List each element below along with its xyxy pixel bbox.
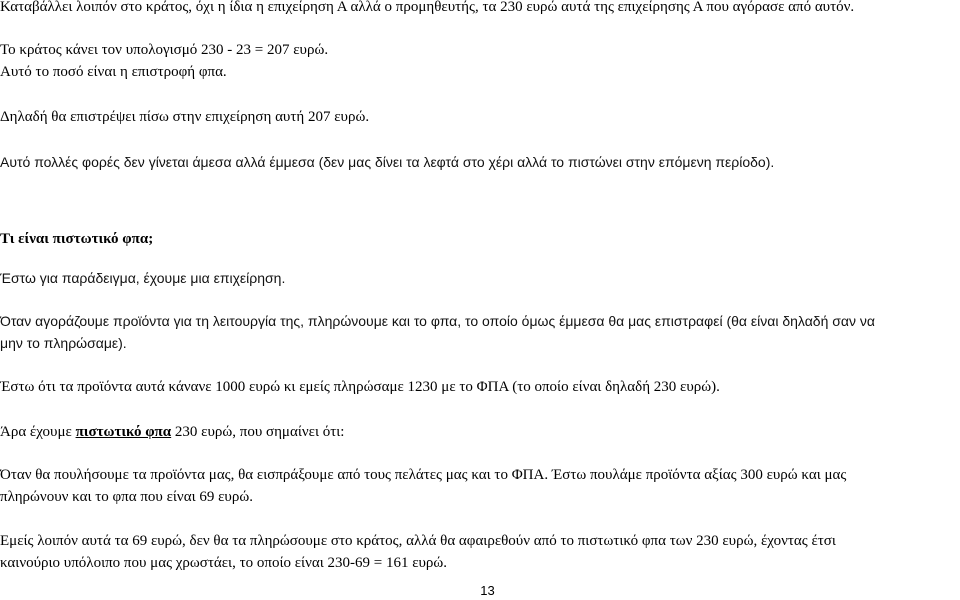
- paragraph-line: Αυτό πολλές φορές δεν γίνεται άμεσα αλλά έμμεσα (δεν μας δίνει τα λεφτά στο χέρι αλλά το πιστώνει στην επόμενη περίοδο).: [0, 154, 775, 170]
- paragraph-line: Το κράτος κάνει τον υπολογισμό 230 - 23 = 207 ευρώ.: [0, 42, 329, 58]
- paragraph-line: Όταν θα πουλήσουμε τα προϊόντα μας, θα εισπράξουμε από τους πελάτες μας και το ΦΠΑ. Έστω πουλάμε προϊόντα αξίας 300 ευρώ και μας: [0, 467, 847, 483]
- paragraph-line: Δηλαδή θα επιστρέψει πίσω στην επιχείρηση αυτή 207 ευρώ.: [0, 109, 370, 125]
- text-run: Άρα έχουμε: [0, 424, 76, 440]
- emphasized-term: πιστωτικό φπα: [75, 424, 172, 440]
- paragraph-line: καινούριο υπόλοιπο που μας χρωστάει, το οποίο είναι 230-69 = 161 ευρώ.: [0, 555, 448, 571]
- text-run: 230 ευρώ, που σημαίνει ότι:: [171, 424, 345, 440]
- paragraph-line: πληρώνουν και το φπα που είναι 69 ευρώ.: [0, 489, 253, 505]
- paragraph-line: Όταν αγοράζουμε προϊόντα για τη λειτουργία της, πληρώνουμε και το φπα, το οποίο όμως έμμεσα θα μας επιστραφεί (θα είναι δηλαδή σαν να: [0, 313, 875, 329]
- section-heading: Τι είναι πιστωτικό φπα;: [0, 231, 154, 247]
- paragraph-line: Έστω για παράδειγμα, έχουμε μια επιχείρηση.: [0, 270, 286, 286]
- page-number: 13: [480, 583, 495, 598]
- paragraph-line: Έστω ότι τα προϊόντα αυτά κάνανε 1000 ευρώ κι εμείς πληρώσαμε 1230 με το ΦΠΑ (το οποίο είναι δηλαδή 230 ευρώ).: [0, 379, 720, 395]
- paragraph-line: μην το πληρώσαμε).: [0, 335, 127, 351]
- paragraph-line: Εμείς λοιπόν αυτά τα 69 ευρώ, δεν θα τα πληρώσουμε στο κράτος, αλλά θα αφαιρεθούν από το πιστωτικό φπα των 230 ευρώ, έχοντας έτσι: [0, 533, 836, 549]
- paragraph-line: Καταβάλλει λοιπόν στο κράτος, όχι η ίδια η επιχείρηση Α αλλά ο προμηθευτής, τα 230 ευρώ αυτά της επιχείρησης Α που αγόρασε από αυτόν.: [0, 0, 855, 15]
- paragraph-line: [0, 422, 344, 442]
- paragraph-line: Αυτό το ποσό είναι η επιστροφή φπα.: [0, 64, 227, 80]
